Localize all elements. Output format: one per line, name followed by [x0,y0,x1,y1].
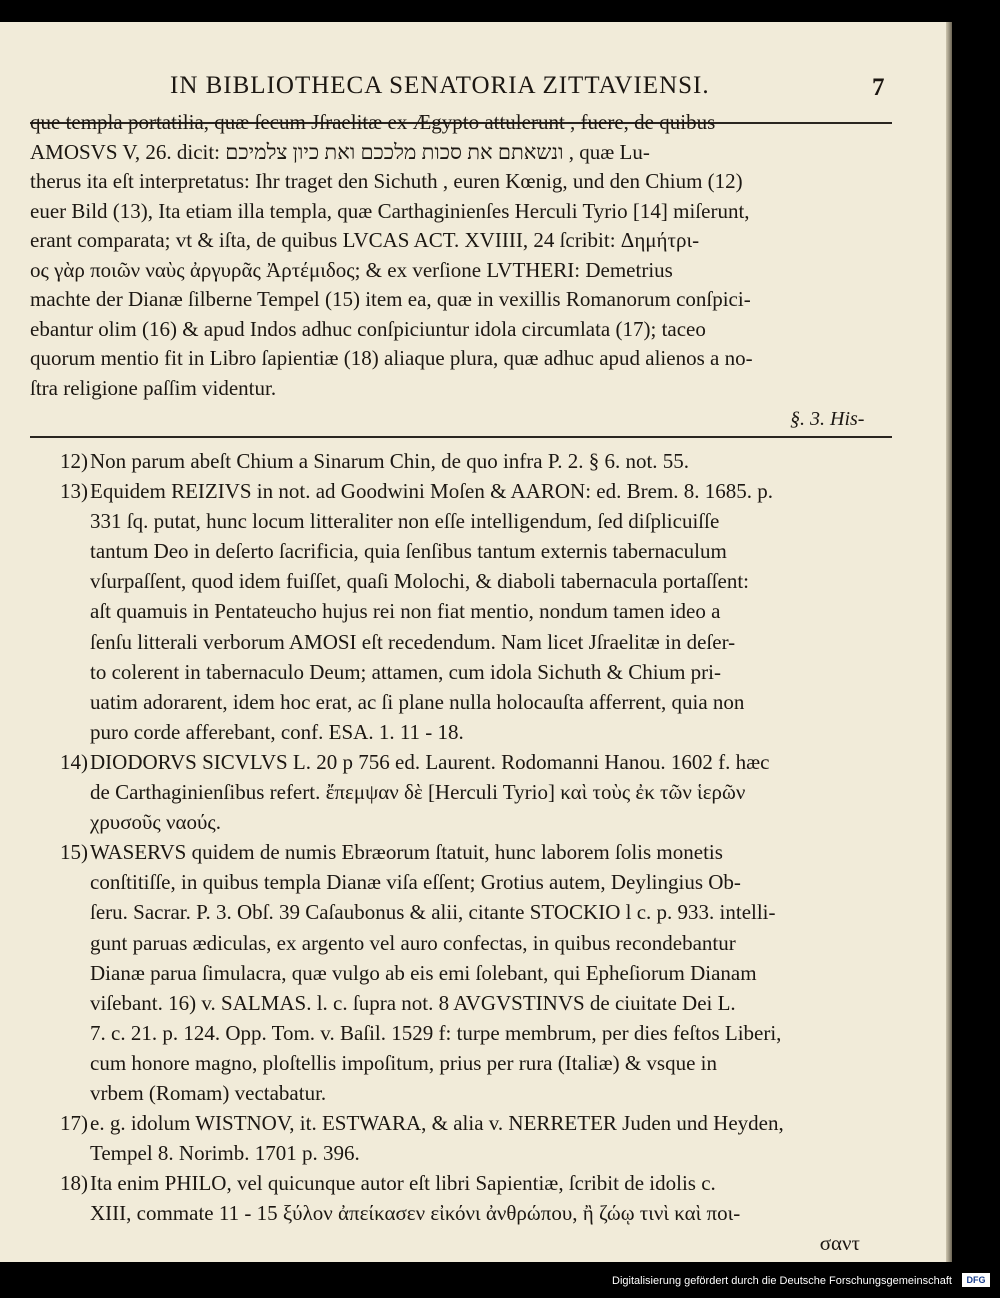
footnote [60,446,900,476]
footnote-line: viſebant. 16) v. SALMAS. l. c. ſupra not. 8 AVGVSTINVS de ciuitate Dei L. [90,990,736,1015]
footnote-line: Tempel 8. Norimb. 1701 p. 396. [90,1141,360,1166]
footnote-line: Equidem REIZIVS in not. ad Goodwini Moſen & AARON: ed. Brem. 8. 1685. p. [90,479,774,504]
footnote-line: ſenſu litterali verborum AMOSI eſt recedendum. Nam licet Jſraelitæ in deſer- [90,629,736,654]
footnote-line: σαντ [819,1231,860,1256]
footnote-line: Dianæ parua ſimulacra, quæ vulgo ab eis emi ſolebant, qui Epheſiorum Dianam [90,960,757,985]
main-text-line: therus ita eſt interpretatus: Ihr traget den Sichuth , euren Kœnig, und den Chium (12) [30,169,743,193]
footnote-line: puro corde afferebant, conf. ESA. 1. 11 - 18. [90,719,464,744]
footnote-line: χρυσοῦς ναούς. [90,810,221,835]
footnote [60,747,900,837]
footnote [60,1168,900,1258]
footnote-number: 14) [60,749,88,774]
main-text-line: quorum mentio fit in Libro ſapientiæ (18) aliaque plura, quæ adhuc apud alienos a no- [30,346,753,370]
footnote-line: conſtitiſſe, in quibus templa Dianæ viſa eſſent; Grotius autem, Deylingius Ob- [90,870,741,895]
footnote-line: XIII, commate 11 - 15 ξύλον ἀπείκασεν εἰκόνι ἀνθρώπου, ἢ ζώῳ τινὶ καὶ ποι- [90,1201,741,1226]
footnote-line: ſeru. Sacrar. P. 3. Obſ. 39 Caſaubonus & alii, citante STOCKIO l c. p. 933. intelli- [90,900,776,925]
footnote-number: 15) [60,840,88,865]
footnote-line: 331 ſq. putat, hunc locum litteraliter non eſſe intelligendum, ſed diſplicuiſſe [90,509,720,534]
footnote-number: 17) [60,1111,88,1136]
footnote-rule [30,436,892,438]
footnote-line: to colerent in tabernaculo Deum; attamen, cum idola Sichuth & Chium pri- [90,659,722,684]
footnote-line: de Carthaginienſibus refert. ἔπεμψαν δὲ [Herculi Tyrio] καὶ τοὺς ἐκ τῶν ἱερῶν [90,780,746,805]
catchword: §. 3. His- [790,408,865,430]
running-head: IN BIBLIOTHECA SENATORIA ZITTAVIENSI. [170,72,710,99]
main-text-line: que templa portatilia, quæ ſecum Jſraelitæ ex Ægypto attulerunt , fuere, de quibus [30,110,716,134]
footnote-line: WASERVS quidem de numis Ebræorum ſtatuit, hunc laborem ſolis monetis [90,840,723,865]
footnote-line: Non parum abeſt Chium a Sinarum Chin, de quo infra P. 2. § 6. not. 55. [90,449,690,473]
main-text-line: machte der Dianæ ſilberne Tempel (15) item ea, quæ in vexillis Romanorum conſpici- [30,287,751,311]
main-text-line: ſtra religione paſſim videntur. [30,375,277,400]
footnote-line: aſt quamuis in Pentateucho hujus rei non fiat mentio, nondum tamen ideo a [90,599,721,624]
footnote [60,476,900,747]
footnote-line: cum honore magno, ploſtellis impoſitum, prius per rura (Italiæ) & vsque in [90,1050,717,1075]
footnote-line: Ita enim PHILO, vel quicunque autor eſt libri Sapientiæ, ſcribit de idolis c. [90,1171,716,1196]
footnote-line: e. g. idolum WISTNOV, it. ESTWARA, & alia v. NERRETER Juden und Heyden, [90,1111,784,1136]
footnote-line: tantum Deo in deſerto ſacrificia, quia ſenſibus tantum externis tabernaculum [90,539,727,564]
footnote-line: vſurpaſſent, quod idem fuiſſet, quaſi Molochi, & diaboli tabernacula portaſſent: [90,569,749,594]
footnote-line: uatim adorarent, idem hoc erat, ac ſi plane nulla holocauſta afferrent, quia non [90,689,745,714]
footnote [60,1108,900,1168]
main-text [30,108,890,403]
main-text-line: ebantur olim (16) & apud Indos adhuc conſpiciuntur idola circumlata (17); taceo [30,316,706,341]
footnote [60,837,900,1108]
footnote-line: vrbem (Romam) vectabatur. [90,1080,327,1105]
footnote-number: 18) [60,1171,88,1196]
page-edge [946,22,952,1262]
footnote-line: DIODORVS SICVLVS L. 20 p 756 ed. Laurent. Rodomanni Hanou. 1602 f. hæc [90,749,770,774]
main-text-line: ος γὰρ ποιῶν ναὺς ἀργυρᾶς Ἀρτέμιδος; & ex verſione LVTHERI: Demetrius [30,257,673,282]
footnote-number: 13) [60,479,88,504]
footnote-line: 7. c. 21. p. 124. Opp. Tom. v. Baſil. 1529 f: turpe membrum, per dies feſtos Liberi, [90,1020,782,1045]
main-text-line: erant comparata; vt & iſta, de quibus LVCAS ACT. XVIIII, 24 ſcribit: Δημήτρι- [30,228,700,252]
footnote-number: 12) [60,449,88,473]
footnotes [60,446,900,1259]
main-text-line: AMOSVS V, 26. dicit: ונשאתם את סכות מלככם ואת כיון צלמיכם , quæ Lu- [30,139,650,164]
digitization-credit: Digitalisierung gefördert durch die Deutsche Forschungsgemeinschaft [612,1275,952,1287]
main-text-line: euer Bild (13), Ita etiam illa templa, quæ Carthaginienſes Herculi Tyrio [14] miſerunt, [30,198,750,223]
dfg-logo-icon: DFG [962,1273,990,1287]
footnote-line: gunt paruas ædiculas, ex argento vel auro confectas, in quibus recondebantur [90,930,736,955]
page-number: 7 [872,74,885,101]
scanned-page [0,22,946,1262]
